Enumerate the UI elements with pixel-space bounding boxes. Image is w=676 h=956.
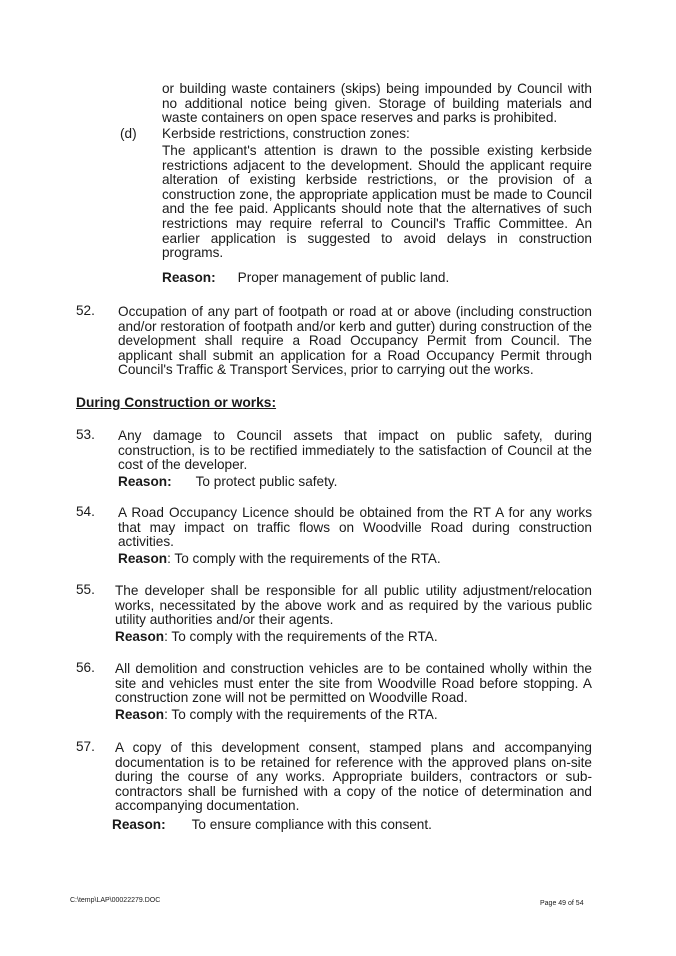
item-53-number: 53. (76, 427, 95, 442)
reason-text: : To comply with the requirements of the RTA. (167, 551, 441, 566)
reason-text: Proper management of public land. (237, 270, 450, 285)
item-52-number: 52. (76, 303, 95, 318)
item-d-body: The applicant's attention is drawn to the possible existing kerbside restrictions adjacent to the development. Should the applicant require alteration of existing kerbside restrictions, or the provision of a construction zone, the appropriate application must be made to Council and the fee paid. Applicants should note that the alternatives of such restrictions may require referral to Council's Traffic Committee. An earlier application is suggested to avoid delays in construction programs. (162, 143, 592, 261)
reason-text: : To comply with the requirements of the RTA. (164, 629, 438, 644)
reason-label: Reason: (162, 270, 216, 285)
reason-text: To protect public safety. (195, 474, 338, 489)
item-57-number: 57. (76, 739, 95, 754)
item-52-body: Occupation of any part of footpath or road at or above (including construction and/or restoration of footpath and/or kerb and gutter) during construction of the development shall require a Road Occupancy Permit from Council. The applicant shall submit an application for a Road Occupancy Permit through Council's Traffic & Transport Services, prior to carrying out the works. (118, 304, 592, 378)
section-heading: During Construction or works: (76, 395, 277, 410)
footer-page-number: Page 49 of 54 (540, 900, 584, 907)
item-54-number: 54. (76, 504, 95, 519)
reason-label: Reason (115, 629, 165, 644)
item-54-body: A Road Occupancy Licence should be obtained from the RT A for any works that may impact on traffic flows on Woodville Road during construction activities. (118, 505, 592, 550)
item-d-title: Kerbside restrictions, construction zones: (162, 126, 410, 141)
item-55-reason (115, 630, 438, 645)
item-53-body: Any damage to Council assets that impact on public safety, during construction, is to be rectified immediately to the satisfaction of Council at the cost of the developer. (118, 428, 592, 473)
item-55-number: 55. (76, 582, 95, 597)
item-53-reason (118, 475, 337, 490)
item-57-reason (112, 818, 432, 833)
item-d-label: (d) (120, 126, 137, 141)
item-55-body: The developer shall be responsible for all public utility adjustment/relocation works, necessitated by the above work and as required by the various public utility authorities and/or their agents. (115, 583, 592, 628)
item-54-reason (118, 552, 441, 567)
reason-label: Reason (115, 707, 165, 722)
reason-label: Reason: (112, 817, 166, 832)
item-57-body: A copy of this development consent, stamped plans and accompanying documentation is to be retained for reference with the approved plans on-site during the course of any works. Appropriate builders, contractors or sub-contractors shall be furnished with a copy of the notice of determination and accompanying documentation. (115, 740, 592, 814)
item-56-reason (115, 708, 438, 723)
reason-text: : To comply with the requirements of the RTA. (164, 707, 438, 722)
item-56-number: 56. (76, 660, 95, 675)
reason-text: To ensure compliance with this consent. (191, 817, 432, 832)
item-d-reason (162, 271, 449, 286)
item-56-body: All demolition and construction vehicles are to be contained wholly within the site and vehicles must enter the site from Woodville Road before stopping. A construction zone will not be permitted on Woodville Road. (115, 661, 592, 706)
continuation-paragraph: or building waste containers (skips) being impounded by Council with no additional notice being given. Storage of building materials and waste containers on open space reserves and parks is prohibited. (162, 81, 592, 126)
footer-file-path: C:\temp\LAP\00022279.DOC (70, 897, 161, 904)
reason-label: Reason (118, 551, 168, 566)
reason-label: Reason: (118, 474, 172, 489)
